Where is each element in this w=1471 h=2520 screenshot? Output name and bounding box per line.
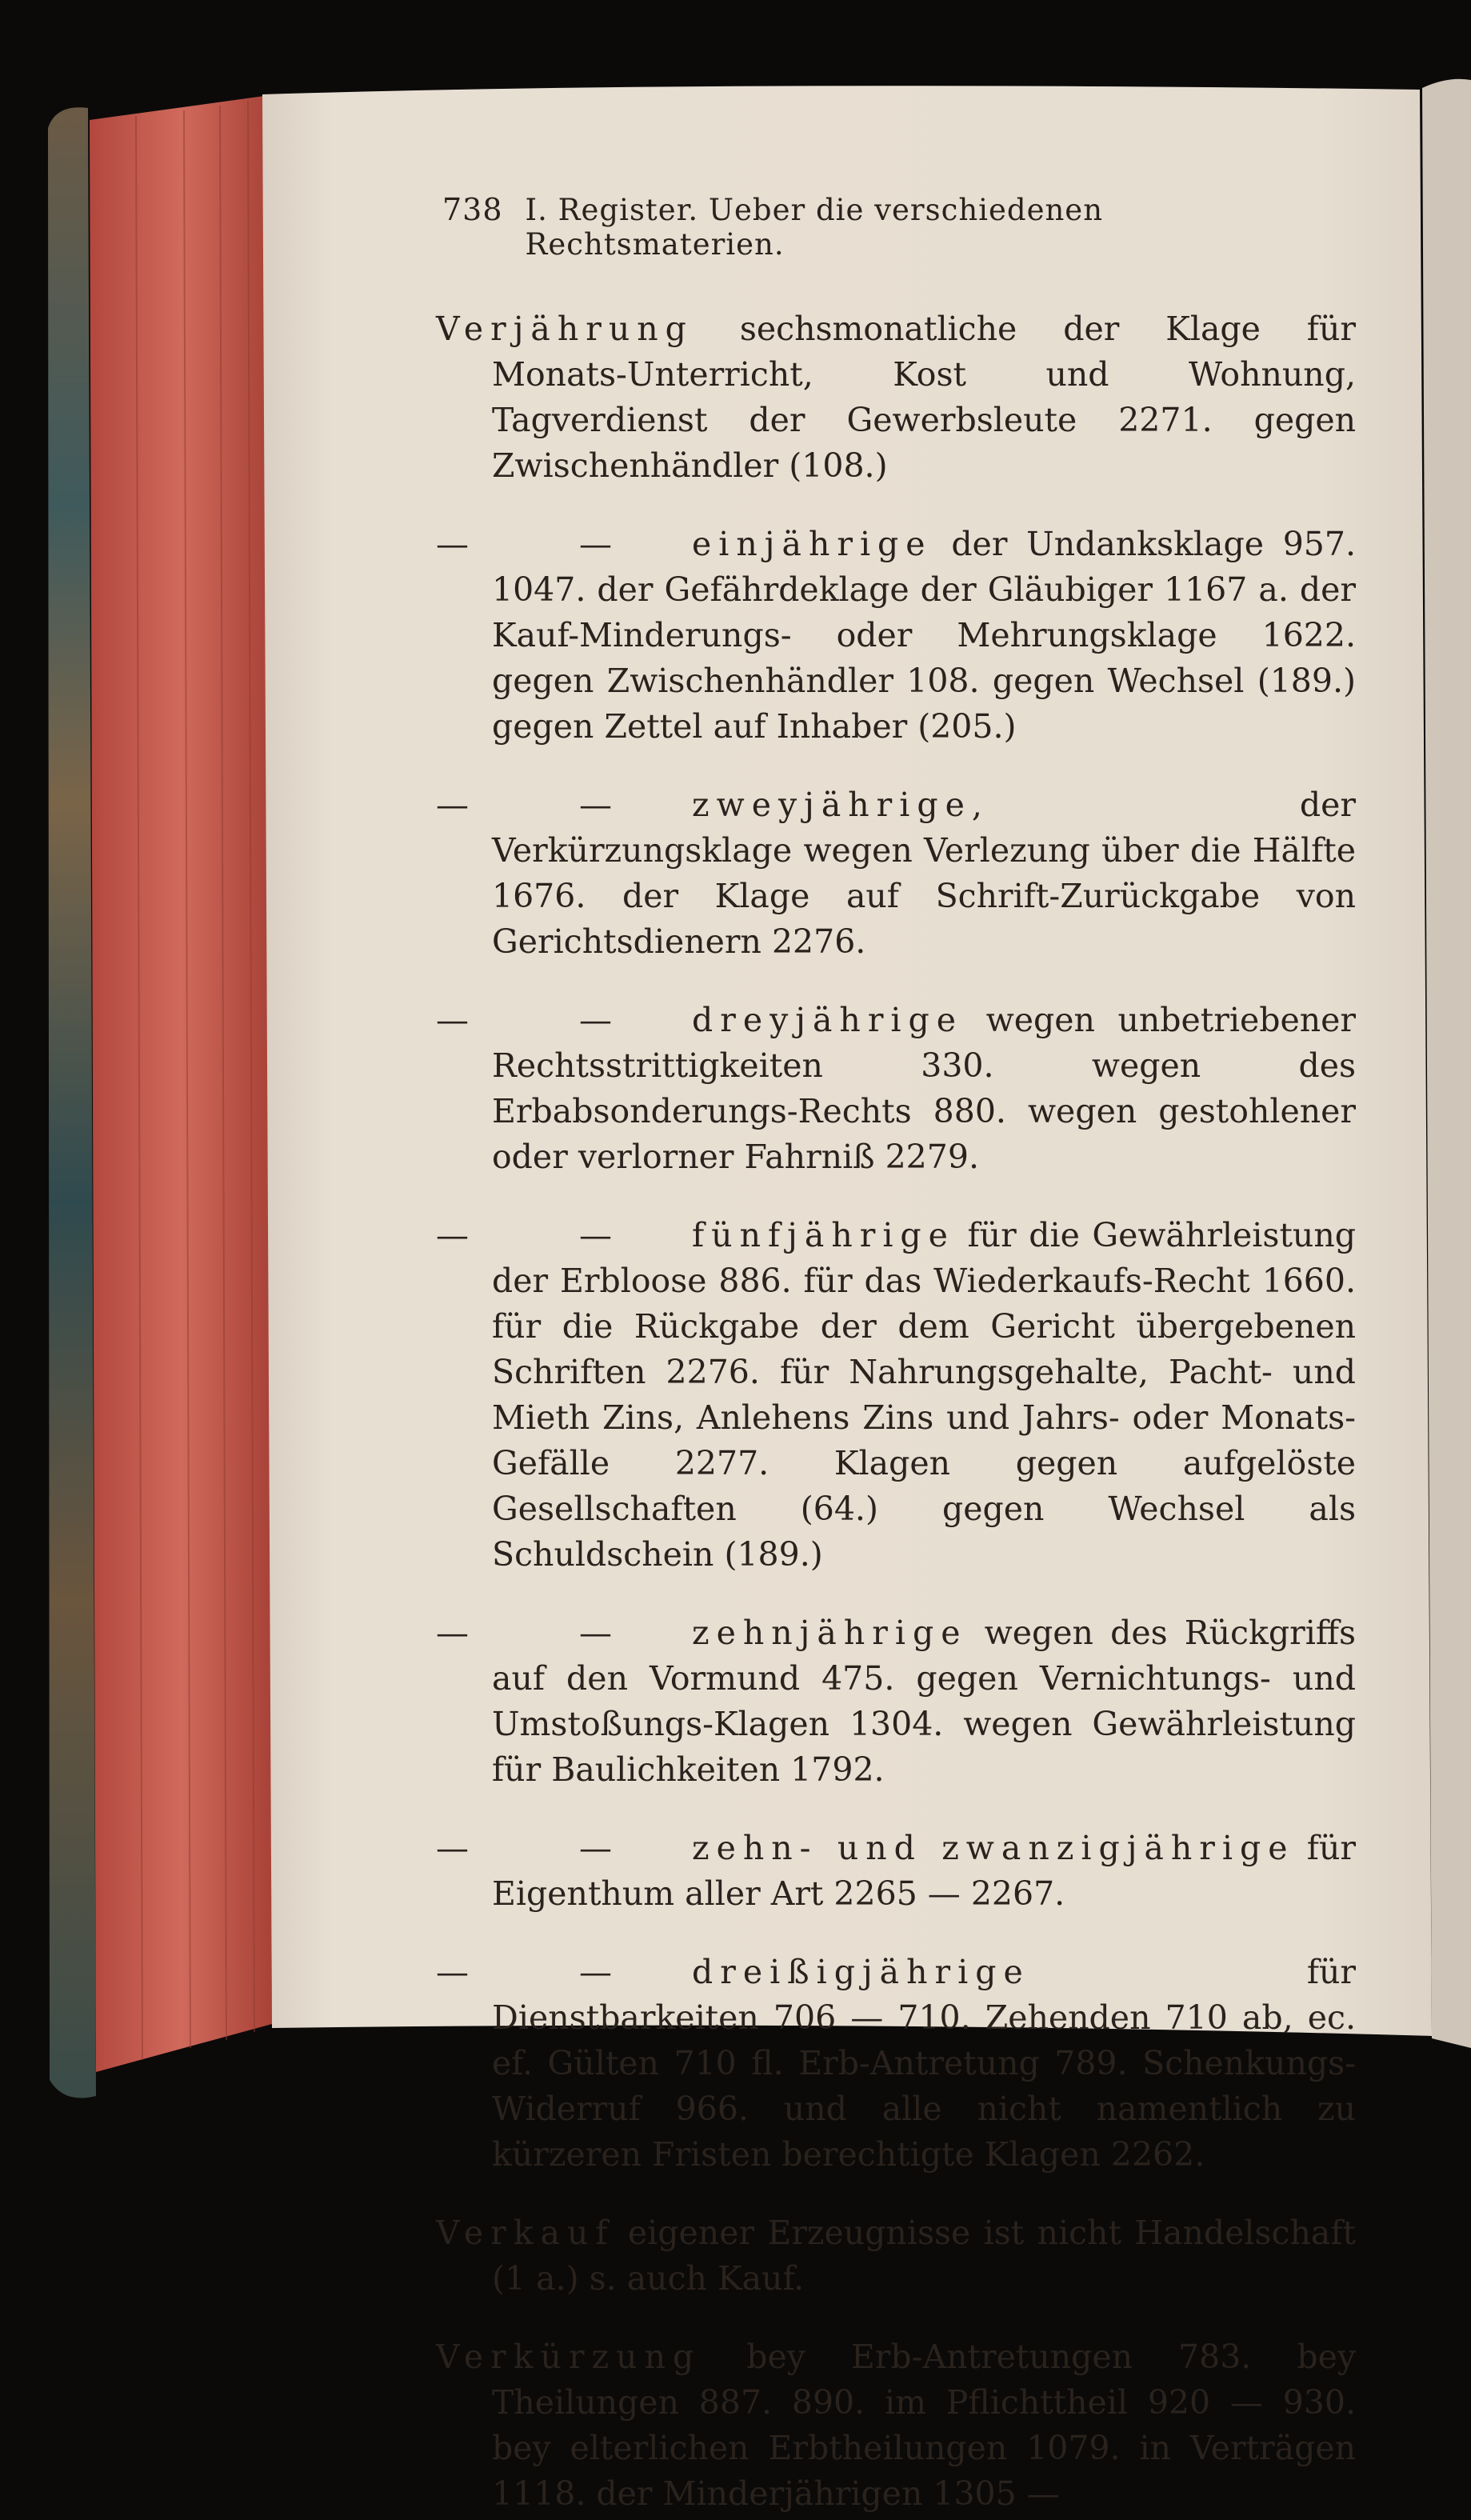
entry-headword: Verkürzung — [436, 2338, 702, 2376]
repeat-dashes: — — — [436, 1001, 612, 1039]
entry-term: einjährige — [692, 525, 933, 563]
repeat-dashes: — — — [436, 1829, 612, 1867]
entry-term: zehn- und zwanzigjährige — [692, 1829, 1295, 1867]
running-head — [442, 192, 1356, 262]
index-entry — [436, 2334, 1356, 2517]
marbled-cover — [48, 107, 96, 2098]
index-subentry — [436, 1826, 1356, 1917]
entry-term: dreyjährige — [692, 1001, 964, 1039]
repeat-dashes: — — — [436, 786, 612, 824]
page-number: 738 — [442, 192, 503, 227]
entry-text: bey Erb-Antretungen 783. bey Theilungen 887. 890. im Pflichttheil 920 — 930. bey elterlichen Erbtheilungen 1079. in Verträgen 1118. der Minderjährigen 1305 — — [492, 2338, 1356, 2513]
repeat-dashes: — — — [436, 525, 612, 563]
index-subentry — [436, 782, 1356, 965]
entry-headword: Verkauf — [436, 2214, 615, 2252]
entry-text: sechsmonatliche der Klage für Monats-Unterricht, Kost und Wohnung, Tagverdienst der Gewerbsleute 2271. gegen Zwischenhändler (108.) — [492, 310, 1356, 485]
index-subentry — [436, 1610, 1356, 1793]
entry-term: zehnjährige — [692, 1614, 968, 1652]
running-head-title: I. Register. Ueber die verschiedenen Rechtsmaterien. — [525, 193, 1104, 262]
entry-text: für Dienstbarkeiten 706 — 710. Zehenden 710 ab, ec. ef. Gülten 710 fl. Erb-Antretung 789. Schenkungs-Widerruf 966. und alle nicht namentlich zu kürzeren Fristen berechtigte Klagen 2262. — [492, 1953, 1356, 2174]
entry-term: fünfjährige — [692, 1216, 955, 1254]
index-subentry — [436, 1213, 1356, 1578]
index-subentry — [436, 522, 1356, 750]
entry-text: für die Gewährleistung der Erbloose 886. für das Wiederkaufs-Recht 1660. für die Rückgabe der dem Gericht übergebenen Schriften 2276. für Nahrungsgehalte, Pacht- und Mieth Zins, Anlehens Zins und Jahrs- oder Monats-Gefälle 2277. Klagen gegen aufgelöste Gesellschaften (64.) gegen Wechsel als Schuldschein (189.) — [492, 1216, 1356, 1574]
page-text — [436, 192, 1356, 2520]
repeat-dashes: — — — [436, 1216, 612, 1254]
index-entry — [436, 2210, 1356, 2302]
index-subentry — [436, 998, 1356, 1180]
entry-term: zweyjährige, — [692, 786, 989, 824]
entry-text: der Verkürzungsklage wegen Verlezung über die Hälfte 1676. der Klage auf Schrift-Zurückgabe von Gerichtsdienern 2276. — [492, 786, 1356, 961]
index-entry — [436, 306, 1356, 489]
repeat-dashes: — — — [436, 1614, 612, 1652]
entry-term: dreißigjährige — [692, 1953, 1030, 1991]
entry-text: eigener Erzeugnisse ist nicht Handelschaft (1 a.) s. auch Kauf. — [492, 2214, 1356, 2298]
index-subentry — [436, 1950, 1356, 2178]
entry-text: für Eigenthum aller Art 2265 — 2267. — [492, 1829, 1356, 1913]
entry-text: wegen unbetriebener Rechtsstrittigkeiten 330. wegen des Erbabsonderungs-Rechts 880. wegen gestohlener oder verlorner Fahrniß 2279. — [492, 1001, 1356, 1176]
repeat-dashes: — — — [436, 1953, 612, 1991]
red-page-edges — [90, 96, 272, 2072]
index-entries — [436, 306, 1356, 2517]
entry-text: wegen des Rückgriffs auf den Vormund 475. gegen Vernichtungs- und Umstoßungs-Klagen 1304. wegen Gewährleistung für Baulichkeiten 1792. — [492, 1614, 1356, 1789]
entry-headword: Verjährung — [436, 310, 694, 348]
entry-text: der Undanksklage 957. 1047. der Gefährdeklage der Gläubiger 1167 a. der Kauf-Minderungs- oder Mehrungsklage 1622. gegen Zwischenhändler 108. gegen Wechsel (189.) gegen Zettel auf Inhaber (205.) — [492, 525, 1356, 746]
